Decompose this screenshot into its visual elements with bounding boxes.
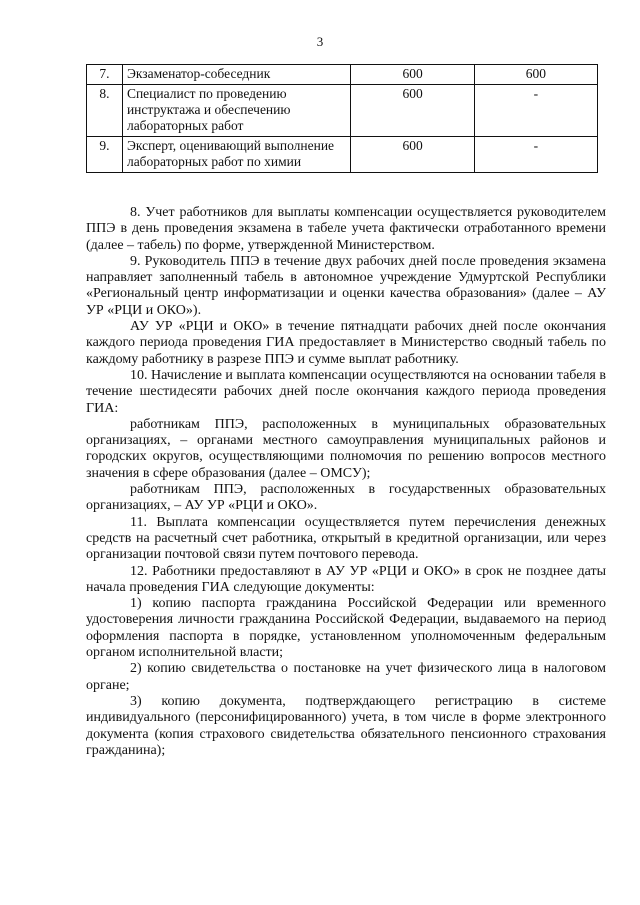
compensation-table: [86, 64, 598, 173]
paragraph-10-municipal: работникам ППЭ, расположенных в муниципальных образовательных организациях, – органами местного самоуправления муниципальных районов и городских округов, осуществляющими полномочия по решению вопросов местного значения в сфере образования (далее – ОМСУ);: [86, 416, 606, 481]
row-number: 7.: [87, 65, 123, 85]
list-item-3: 3) копию документа, подтверждающего регистрацию в системе индивидуального (персонифицированного) учета, в том числе в форме электронного документа (копия страхового свидетельства обязательного пенсионного страхования гражданина);: [86, 693, 606, 758]
paragraph-9-continued: АУ УР «РЦИ и ОКО» в течение пятнадцати рабочих дней после окончания каждого периода проведения ГИА предоставляет в Министерство сводный табель по каждому работнику в разрезе ППЭ и сумме выплат работнику.: [86, 319, 606, 367]
amount-value: 600: [351, 85, 474, 137]
table-row: [87, 85, 598, 137]
amount-value-2: -: [474, 85, 597, 137]
paragraph-9: 9. Руководитель ППЭ в течение двух рабочих дней после проведения экзамена направляет заполненный табель в автономное учреждение Удмуртской Республики «Региональный центр информатизации и оценки качества образования» (далее – АУ УР «РЦИ и ОКО»).: [86, 253, 606, 318]
paragraph-12: 12. Работники предоставляют в АУ УР «РЦИ и ОКО» в срок не позднее даты начала проведения ГИА следующие документы:: [86, 563, 606, 595]
paragraph-10: 10. Начисление и выплата компенсации осуществляются на основании табеля в течение шестидесяти рабочих дней после окончания каждого периода проведения ГИА:: [86, 367, 606, 416]
amount-value: 600: [351, 137, 474, 173]
paragraph-11: 11. Выплата компенсации осуществляется путем перечисления денежных средств на расчетный счет работника, открытый в кредитной организации, или через организации почтовой связи путем почтового перевода.: [86, 514, 606, 563]
amount-value-2: -: [474, 137, 597, 173]
amount-value-2: 600: [474, 65, 597, 85]
row-number: 8.: [87, 85, 123, 137]
list-item-1: 1) копию паспорта гражданина Российской Федерации или временного удостоверения личности гражданина Российской Федерации, выдаваемого на период оформления паспорта в порядке, установленном уполномоченным федеральным органом исполнительной власти;: [86, 596, 606, 661]
position-name: Специалист по проведению инструктажа и обеспечению лабораторных работ: [122, 85, 351, 137]
list-item-2: 2) копию свидетельства о постановке на учет физического лица в налоговом органе;: [86, 661, 606, 693]
row-number: 9.: [87, 137, 123, 173]
page-number: 3: [316, 34, 324, 49]
amount-value: 600: [351, 65, 474, 85]
position-name: Экзаменатор-собеседник: [122, 65, 351, 85]
position-name: Эксперт, оценивающий выполнение лабораторных работ по химии: [122, 137, 351, 173]
document-body: [86, 205, 606, 759]
table-row: [87, 137, 598, 173]
table-row: [87, 65, 598, 85]
paragraph-8: 8. Учет работников для выплаты компенсации осуществляется руководителем ППЭ в день проведения экзамена в табеле учета фактически отработанного времени (далее – табель) по форме, утвержденной Министерством.: [86, 205, 606, 253]
paragraph-10-state: работникам ППЭ, расположенных в государственных образовательных организациях, – АУ УР «РЦИ и ОКО».: [86, 482, 606, 514]
